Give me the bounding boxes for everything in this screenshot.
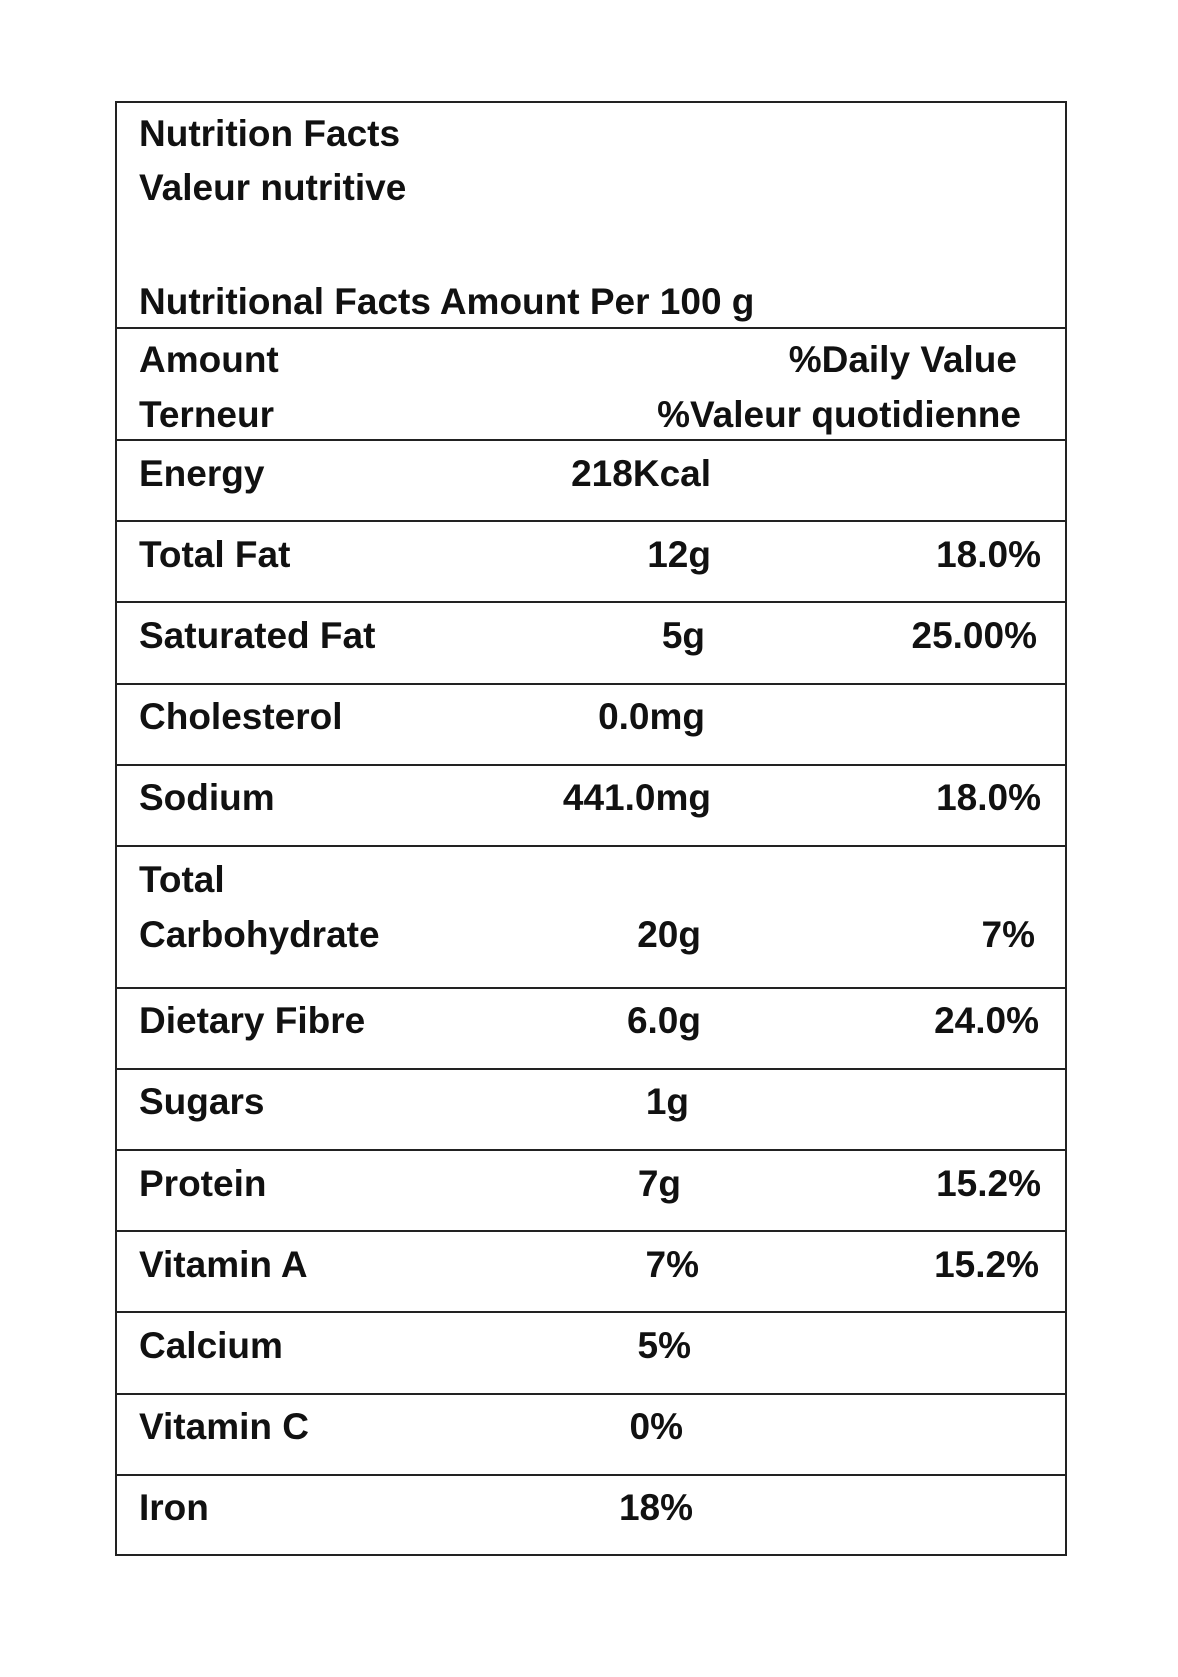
divider bbox=[117, 987, 1065, 989]
nutrient-name: Energy bbox=[139, 453, 265, 494]
divider bbox=[117, 1149, 1065, 1151]
divider bbox=[117, 683, 1065, 685]
nutrient-amount: 5% bbox=[637, 1325, 691, 1366]
nutrient-amount: 7g bbox=[637, 1163, 681, 1204]
divider bbox=[117, 520, 1065, 522]
nutrient-name: Protein bbox=[139, 1163, 267, 1204]
divider bbox=[117, 1230, 1065, 1232]
nutrient-amount: 6.0g bbox=[626, 1000, 701, 1041]
nutrient-name: Total bbox=[139, 859, 225, 900]
nutrient-name: Cholesterol bbox=[139, 696, 343, 737]
nutrient-amount: 441.0mg bbox=[562, 777, 711, 818]
divider bbox=[117, 601, 1065, 603]
title-fr: Valeur nutritive bbox=[139, 167, 407, 208]
nutrient-amount: 12g bbox=[647, 534, 711, 575]
nutrient-amount: 5g bbox=[661, 615, 705, 656]
nutrient-name: Saturated Fat bbox=[139, 615, 376, 656]
nutrient-name: Carbohydrate bbox=[139, 914, 380, 955]
nutrient-daily-value: 25.00% bbox=[911, 615, 1037, 656]
amount-label-fr: Terneur bbox=[139, 394, 275, 435]
divider bbox=[117, 845, 1065, 847]
nutrient-amount: 7% bbox=[645, 1244, 699, 1285]
nutrient-daily-value: 18.0% bbox=[936, 534, 1041, 575]
divider bbox=[117, 1311, 1065, 1313]
nutrient-daily-value: 18.0% bbox=[936, 777, 1041, 818]
divider bbox=[117, 327, 1065, 329]
nutrient-amount: 0.0mg bbox=[598, 696, 705, 737]
nutrient-amount: 20g bbox=[637, 914, 701, 955]
daily-value-label-en: %Daily Value bbox=[788, 339, 1017, 380]
nutrient-daily-value: 15.2% bbox=[934, 1244, 1039, 1285]
amount-label-en: Amount bbox=[139, 339, 279, 380]
nutrient-daily-value: 7% bbox=[981, 914, 1035, 955]
nutrient-name: Sodium bbox=[139, 777, 275, 818]
nutrient-name: Dietary Fibre bbox=[139, 1000, 366, 1041]
divider bbox=[117, 1474, 1065, 1476]
title-en: Nutrition Facts bbox=[139, 113, 401, 154]
nutrient-daily-value: 24.0% bbox=[934, 1000, 1039, 1041]
nutrient-name: Iron bbox=[139, 1487, 209, 1528]
divider bbox=[117, 1393, 1065, 1395]
nutrient-name: Total Fat bbox=[139, 534, 291, 575]
nutrient-daily-value: 15.2% bbox=[936, 1163, 1041, 1204]
nutrient-name: Sugars bbox=[139, 1081, 265, 1122]
nutrient-name: Vitamin C bbox=[139, 1406, 309, 1447]
serving-size: Nutritional Facts Amount Per 100 g bbox=[139, 281, 755, 322]
divider bbox=[117, 439, 1065, 441]
divider bbox=[117, 1068, 1065, 1070]
nutrient-amount: 0% bbox=[629, 1406, 683, 1447]
divider bbox=[117, 764, 1065, 766]
nutrient-name: Vitamin A bbox=[139, 1244, 308, 1285]
nutrient-amount: 18% bbox=[618, 1487, 693, 1528]
nutrient-amount: 218Kcal bbox=[571, 453, 711, 494]
nutrient-name: Calcium bbox=[139, 1325, 283, 1366]
nutrient-amount: 1g bbox=[645, 1081, 689, 1122]
nutrition-facts-panel bbox=[115, 101, 1067, 1556]
daily-value-label-fr: %Valeur quotidienne bbox=[657, 394, 1021, 435]
